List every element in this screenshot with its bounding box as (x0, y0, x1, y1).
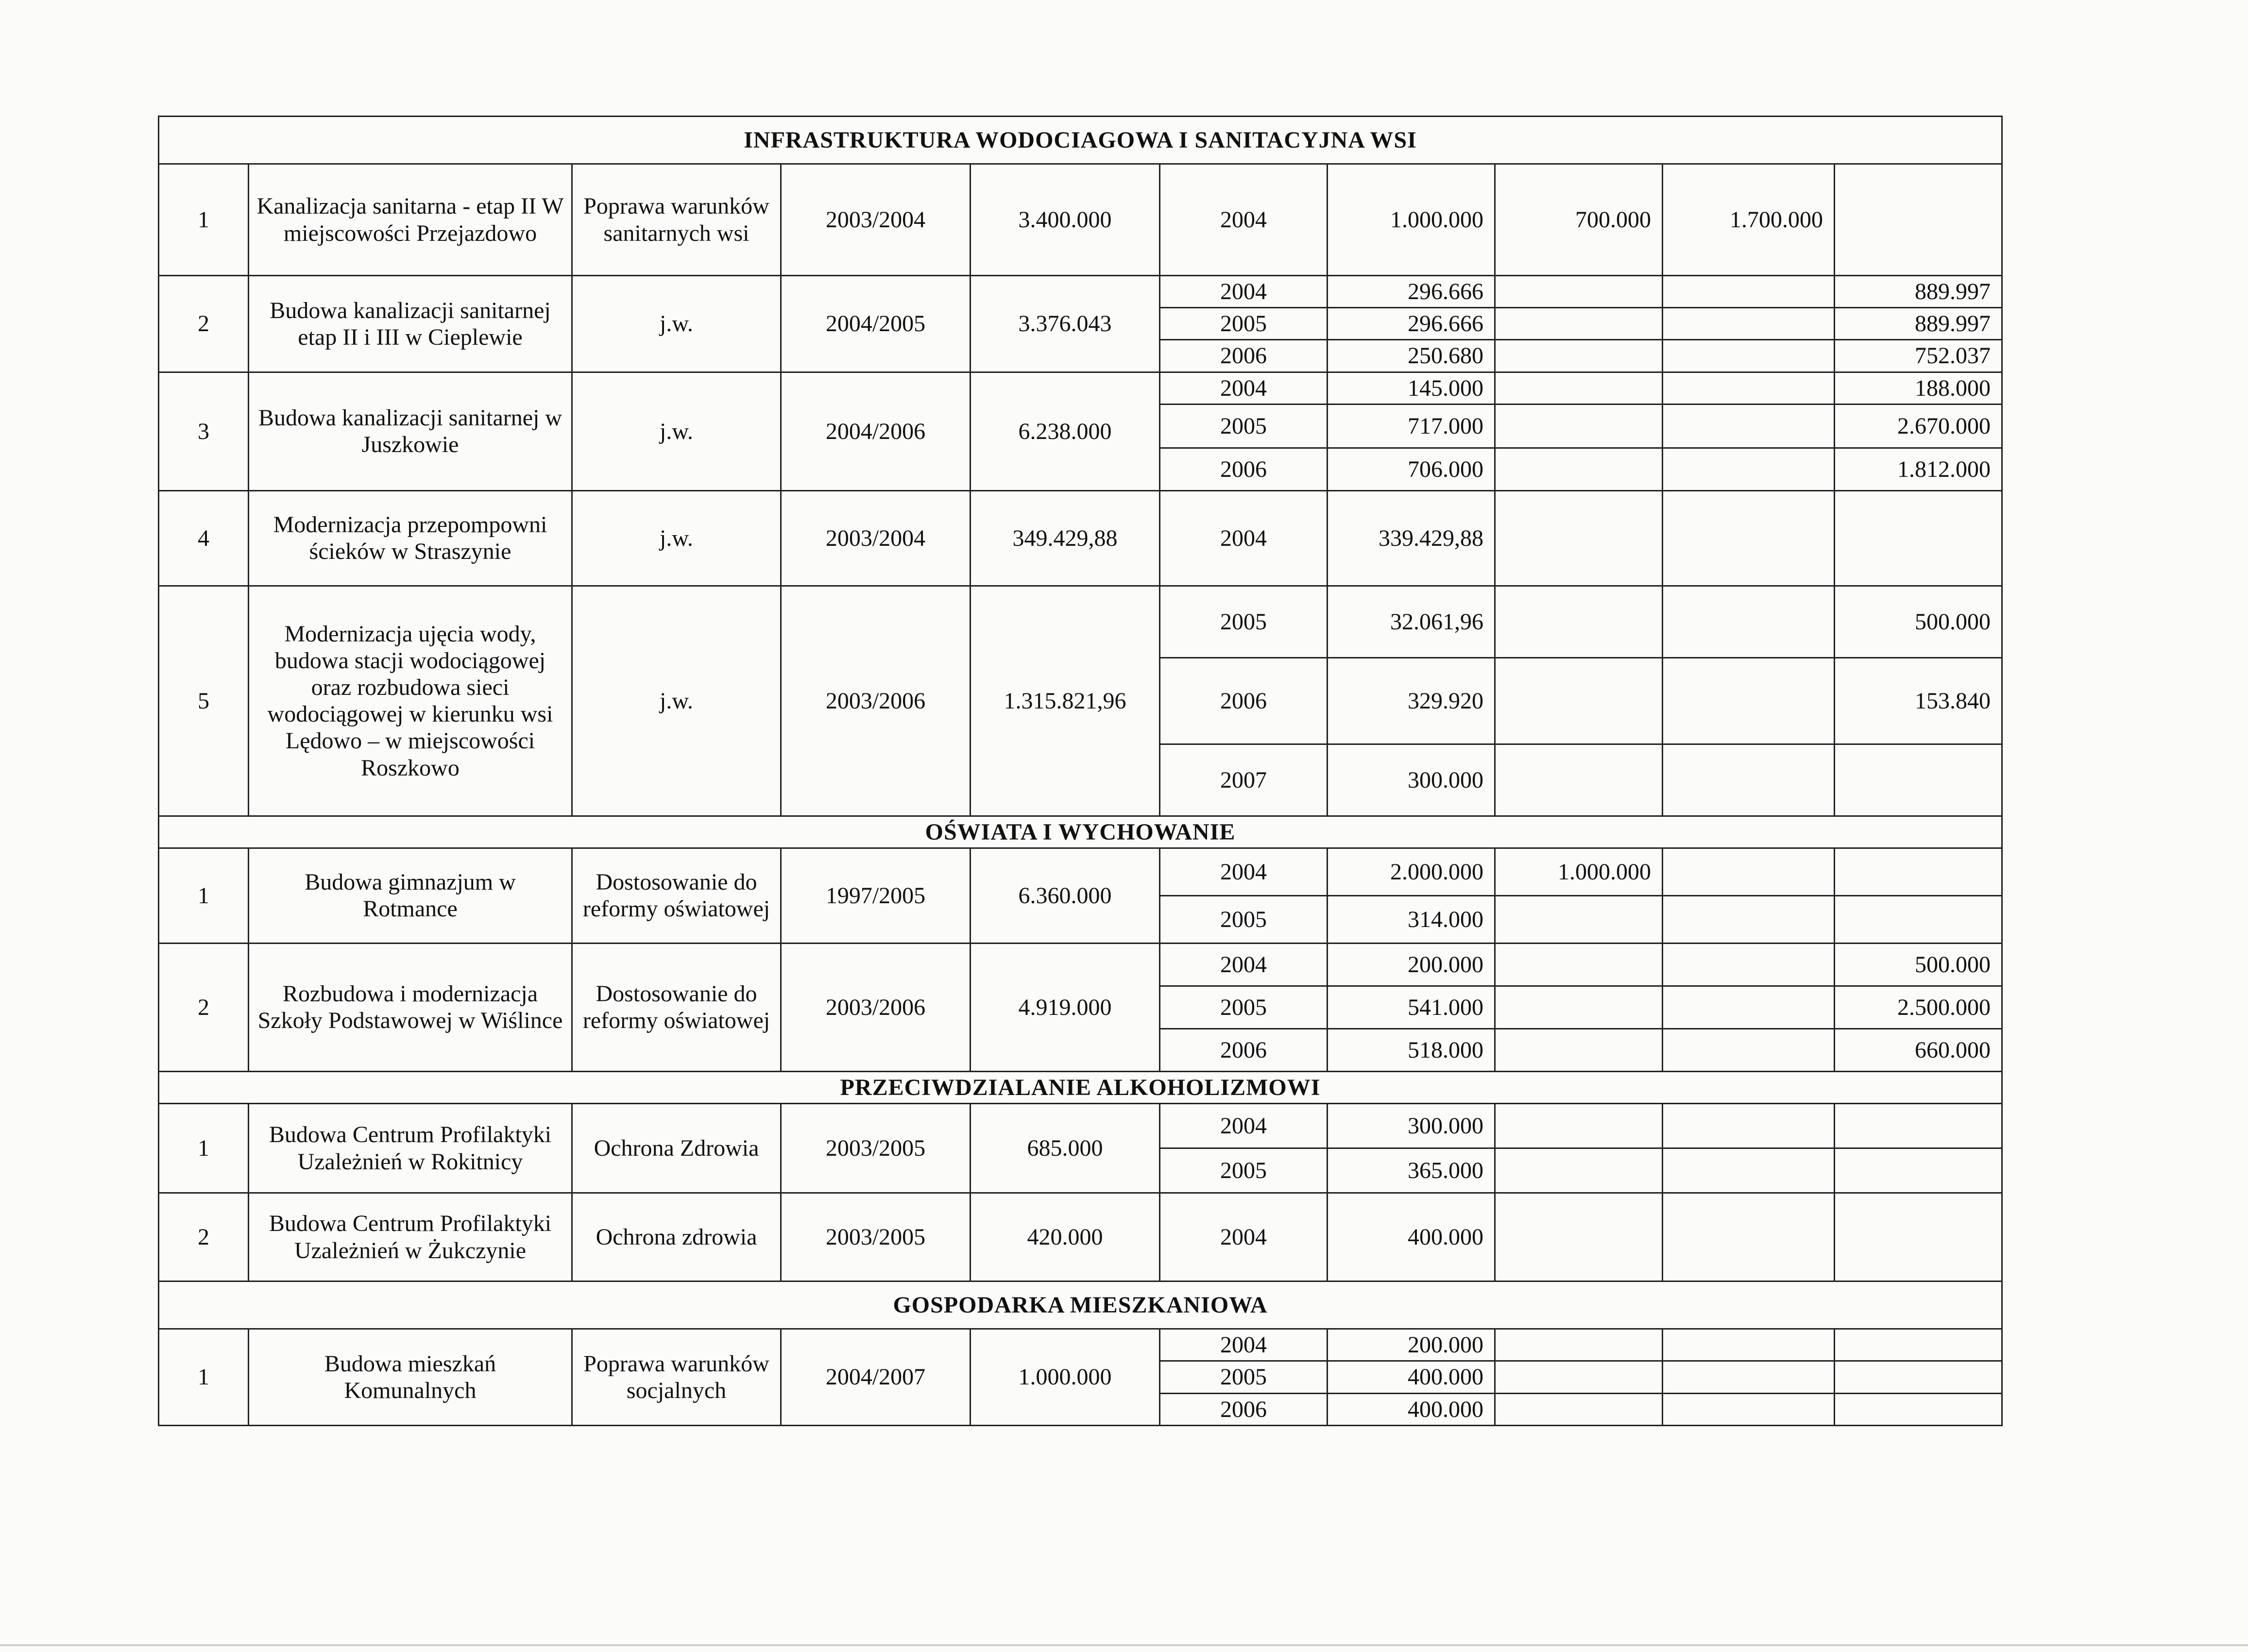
amount-cell: 400.000 (1328, 1193, 1495, 1281)
funding-cell-3 (1835, 895, 2002, 943)
project-period: 2004/2007 (781, 1329, 971, 1426)
section-title: PRZECIWDZIALANIE ALKOHOLIZMOWI (159, 1071, 2002, 1103)
year-cell: 2004 (1160, 1104, 1328, 1148)
section-header-row (159, 1071, 2002, 1103)
investment-table (158, 116, 2003, 1426)
project-goal: Poprawa warunków socjalnych (572, 1329, 781, 1426)
project-period: 2004/2005 (781, 276, 971, 372)
funding-cell-1 (1495, 1329, 1663, 1361)
amount-cell: 541.000 (1328, 986, 1495, 1028)
year-cell: 2006 (1160, 1028, 1328, 1071)
amount-cell: 200.000 (1328, 1329, 1495, 1361)
project-goal: j.w. (572, 276, 781, 372)
table-row (159, 1193, 2002, 1281)
project-total-cost: 1.315.821,96 (971, 586, 1160, 816)
table-row (159, 1104, 2002, 1148)
section-header-row (159, 816, 2002, 848)
amount-cell: 300.000 (1328, 744, 1495, 816)
project-period: 2003/2004 (781, 164, 971, 276)
project-number: 1 (159, 164, 249, 276)
funding-cell-3: 889.997 (1835, 276, 2002, 308)
funding-cell-1 (1495, 986, 1663, 1028)
funding-cell-3: 500.000 (1835, 586, 2002, 657)
year-cell: 2005 (1160, 1148, 1328, 1193)
section-title: GOSPODARKA MIESZKANIOWA (159, 1281, 2002, 1329)
funding-cell-3 (1835, 848, 2002, 895)
project-total-cost: 349.429,88 (971, 490, 1160, 586)
year-cell: 2005 (1160, 404, 1328, 448)
project-name: Budowa kanalizacji sanitarnej etap II i III w Cieplewie (249, 276, 572, 372)
amount-cell: 400.000 (1328, 1393, 1495, 1425)
funding-cell-2 (1663, 586, 1835, 657)
funding-cell-1 (1495, 1193, 1663, 1281)
year-cell: 2005 (1160, 586, 1328, 657)
funding-cell-1 (1495, 586, 1663, 657)
project-number: 4 (159, 490, 249, 586)
funding-cell-3 (1835, 1361, 2002, 1393)
funding-cell-1 (1495, 657, 1663, 744)
funding-cell-2 (1663, 308, 1835, 340)
funding-cell-3: 188.000 (1835, 372, 2002, 404)
project-name: Budowa Centrum Profilaktyki Uzależnień w Żukczynie (249, 1193, 572, 1281)
funding-cell-2 (1663, 895, 1835, 943)
funding-cell-2 (1663, 372, 1835, 404)
funding-cell-1 (1495, 1028, 1663, 1071)
year-cell: 2004 (1160, 276, 1328, 308)
amount-cell: 296.666 (1328, 276, 1495, 308)
funding-cell-1 (1495, 340, 1663, 372)
funding-cell-1 (1495, 943, 1663, 986)
funding-cell-3 (1835, 1393, 2002, 1425)
amount-cell: 365.000 (1328, 1148, 1495, 1193)
funding-cell-2 (1663, 1393, 1835, 1425)
amount-cell: 300.000 (1328, 1104, 1495, 1148)
project-period: 1997/2005 (781, 848, 971, 943)
funding-cell-3 (1835, 490, 2002, 586)
funding-cell-2 (1663, 490, 1835, 586)
table-row (159, 1329, 2002, 1361)
year-cell: 2005 (1160, 895, 1328, 943)
project-name: Budowa gimnazjum w Rotmance (249, 848, 572, 943)
funding-cell-3: 2.500.000 (1835, 986, 2002, 1028)
amount-cell: 200.000 (1328, 943, 1495, 986)
funding-cell-3: 153.840 (1835, 657, 2002, 744)
funding-cell-1 (1495, 1393, 1663, 1425)
project-name: Budowa mieszkań Komunalnych (249, 1329, 572, 1426)
funding-cell-2 (1663, 1104, 1835, 1148)
project-total-cost: 6.238.000 (971, 372, 1160, 490)
year-cell: 2004 (1160, 1193, 1328, 1281)
project-name: Budowa Centrum Profilaktyki Uzależnień w Rokitnicy (249, 1104, 572, 1193)
project-name: Budowa kanalizacji sanitarnej w Juszkowie (249, 372, 572, 490)
project-number: 2 (159, 943, 249, 1071)
funding-cell-2 (1663, 340, 1835, 372)
project-period: 2003/2005 (781, 1193, 971, 1281)
project-name: Modernizacja przepompowni ścieków w Straszynie (249, 490, 572, 586)
project-number: 1 (159, 1104, 249, 1193)
year-cell: 2004 (1160, 164, 1328, 276)
funding-cell-3 (1835, 1104, 2002, 1148)
year-cell: 2006 (1160, 340, 1328, 372)
project-goal: Ochrona Zdrowia (572, 1104, 781, 1193)
funding-cell-2 (1663, 404, 1835, 448)
funding-cell-1 (1495, 1148, 1663, 1193)
project-goal: Dostosowanie do reformy oświatowej (572, 943, 781, 1071)
funding-cell-1 (1495, 276, 1663, 308)
funding-cell-1 (1495, 1104, 1663, 1148)
year-cell: 2004 (1160, 372, 1328, 404)
project-goal: Dostosowanie do reformy oświatowej (572, 848, 781, 943)
project-total-cost: 4.919.000 (971, 943, 1160, 1071)
amount-cell: 1.000.000 (1328, 164, 1495, 276)
year-cell: 2004 (1160, 490, 1328, 586)
funding-cell-2 (1663, 1148, 1835, 1193)
project-total-cost: 3.376.043 (971, 276, 1160, 372)
funding-cell-2 (1663, 1193, 1835, 1281)
year-cell: 2004 (1160, 1329, 1328, 1361)
funding-cell-1 (1495, 308, 1663, 340)
funding-cell-3: 1.812.000 (1835, 448, 2002, 490)
amount-cell: 329.920 (1328, 657, 1495, 744)
table-row (159, 848, 2002, 895)
amount-cell: 518.000 (1328, 1028, 1495, 1071)
project-goal: Poprawa warunków sanitarnych wsi (572, 164, 781, 276)
funding-cell-3 (1835, 1148, 2002, 1193)
project-total-cost: 3.400.000 (971, 164, 1160, 276)
table-row (159, 490, 2002, 586)
section-title: INFRASTRUKTURA WODOCIAGOWA I SANITACYJNA WSI (159, 117, 2002, 164)
project-total-cost: 1.000.000 (971, 1329, 1160, 1426)
project-goal: Ochrona zdrowia (572, 1193, 781, 1281)
funding-cell-2 (1663, 1329, 1835, 1361)
year-cell: 2006 (1160, 1393, 1328, 1425)
year-cell: 2006 (1160, 657, 1328, 744)
project-goal: j.w. (572, 490, 781, 586)
table-row (159, 372, 2002, 404)
funding-cell-3: 752.037 (1835, 340, 2002, 372)
funding-cell-3 (1835, 1193, 2002, 1281)
project-period: 2003/2004 (781, 490, 971, 586)
project-total-cost: 6.360.000 (971, 848, 1160, 943)
section-header-row (159, 1281, 2002, 1329)
year-cell: 2004 (1160, 848, 1328, 895)
project-name: Rozbudowa i modernizacja Szkoły Podstawowej w Wiślince (249, 943, 572, 1071)
section-header-row (159, 117, 2002, 164)
funding-cell-3: 660.000 (1835, 1028, 2002, 1071)
funding-cell-3 (1835, 744, 2002, 816)
funding-cell-2 (1663, 1361, 1835, 1393)
project-period: 2003/2006 (781, 586, 971, 816)
year-cell: 2007 (1160, 744, 1328, 816)
table-row (159, 276, 2002, 308)
funding-cell-3: 500.000 (1835, 943, 2002, 986)
funding-cell-2 (1663, 448, 1835, 490)
funding-cell-1 (1495, 744, 1663, 816)
amount-cell: 706.000 (1328, 448, 1495, 490)
project-goal: j.w. (572, 372, 781, 490)
funding-cell-1 (1495, 895, 1663, 943)
project-number: 3 (159, 372, 249, 490)
funding-cell-2 (1663, 986, 1835, 1028)
funding-cell-2 (1663, 276, 1835, 308)
funding-cell-3: 2.670.000 (1835, 404, 2002, 448)
funding-cell-1 (1495, 404, 1663, 448)
funding-cell-3 (1835, 164, 2002, 276)
funding-cell-2 (1663, 657, 1835, 744)
project-period: 2004/2006 (781, 372, 971, 490)
year-cell: 2006 (1160, 448, 1328, 490)
amount-cell: 2.000.000 (1328, 848, 1495, 895)
project-period: 2003/2006 (781, 943, 971, 1071)
project-period: 2003/2005 (781, 1104, 971, 1193)
funding-cell-2: 1.700.000 (1663, 164, 1835, 276)
year-cell: 2005 (1160, 1361, 1328, 1393)
funding-cell-1 (1495, 490, 1663, 586)
table-row (159, 586, 2002, 657)
project-total-cost: 685.000 (971, 1104, 1160, 1193)
project-total-cost: 420.000 (971, 1193, 1160, 1281)
project-number: 1 (159, 848, 249, 943)
funding-cell-2 (1663, 744, 1835, 816)
amount-cell: 314.000 (1328, 895, 1495, 943)
year-cell: 2004 (1160, 943, 1328, 986)
project-name: Kanalizacja sanitarna - etap II W miejscowości Przejazdowo (249, 164, 572, 276)
amount-cell: 32.061,96 (1328, 586, 1495, 657)
amount-cell: 145.000 (1328, 372, 1495, 404)
funding-cell-2 (1663, 848, 1835, 895)
funding-cell-1 (1495, 448, 1663, 490)
amount-cell: 296.666 (1328, 308, 1495, 340)
funding-cell-3: 889.997 (1835, 308, 2002, 340)
funding-cell-1: 700.000 (1495, 164, 1663, 276)
project-number: 2 (159, 1193, 249, 1281)
project-number: 5 (159, 586, 249, 816)
table-row (159, 164, 2002, 276)
amount-cell: 717.000 (1328, 404, 1495, 448)
funding-cell-2 (1663, 943, 1835, 986)
amount-cell: 400.000 (1328, 1361, 1495, 1393)
funding-cell-1 (1495, 1361, 1663, 1393)
amount-cell: 250.680 (1328, 340, 1495, 372)
funding-cell-2 (1663, 1028, 1835, 1071)
section-title: OŚWIATA I WYCHOWANIE (159, 816, 2002, 848)
funding-cell-3 (1835, 1329, 2002, 1361)
amount-cell: 339.429,88 (1328, 490, 1495, 586)
scan-edge-line (0, 1644, 2248, 1646)
year-cell: 2005 (1160, 986, 1328, 1028)
project-number: 1 (159, 1329, 249, 1426)
funding-cell-1 (1495, 372, 1663, 404)
project-name: Modernizacja ujęcia wody, budowa stacji wodociągowej oraz rozbudowa sieci wodociągowej w kierunku wsi Lędowo – w miejscowości Roszkowo (249, 586, 572, 816)
funding-cell-1: 1.000.000 (1495, 848, 1663, 895)
table-row (159, 943, 2002, 986)
project-number: 2 (159, 276, 249, 372)
project-goal: j.w. (572, 586, 781, 816)
year-cell: 2005 (1160, 308, 1328, 340)
